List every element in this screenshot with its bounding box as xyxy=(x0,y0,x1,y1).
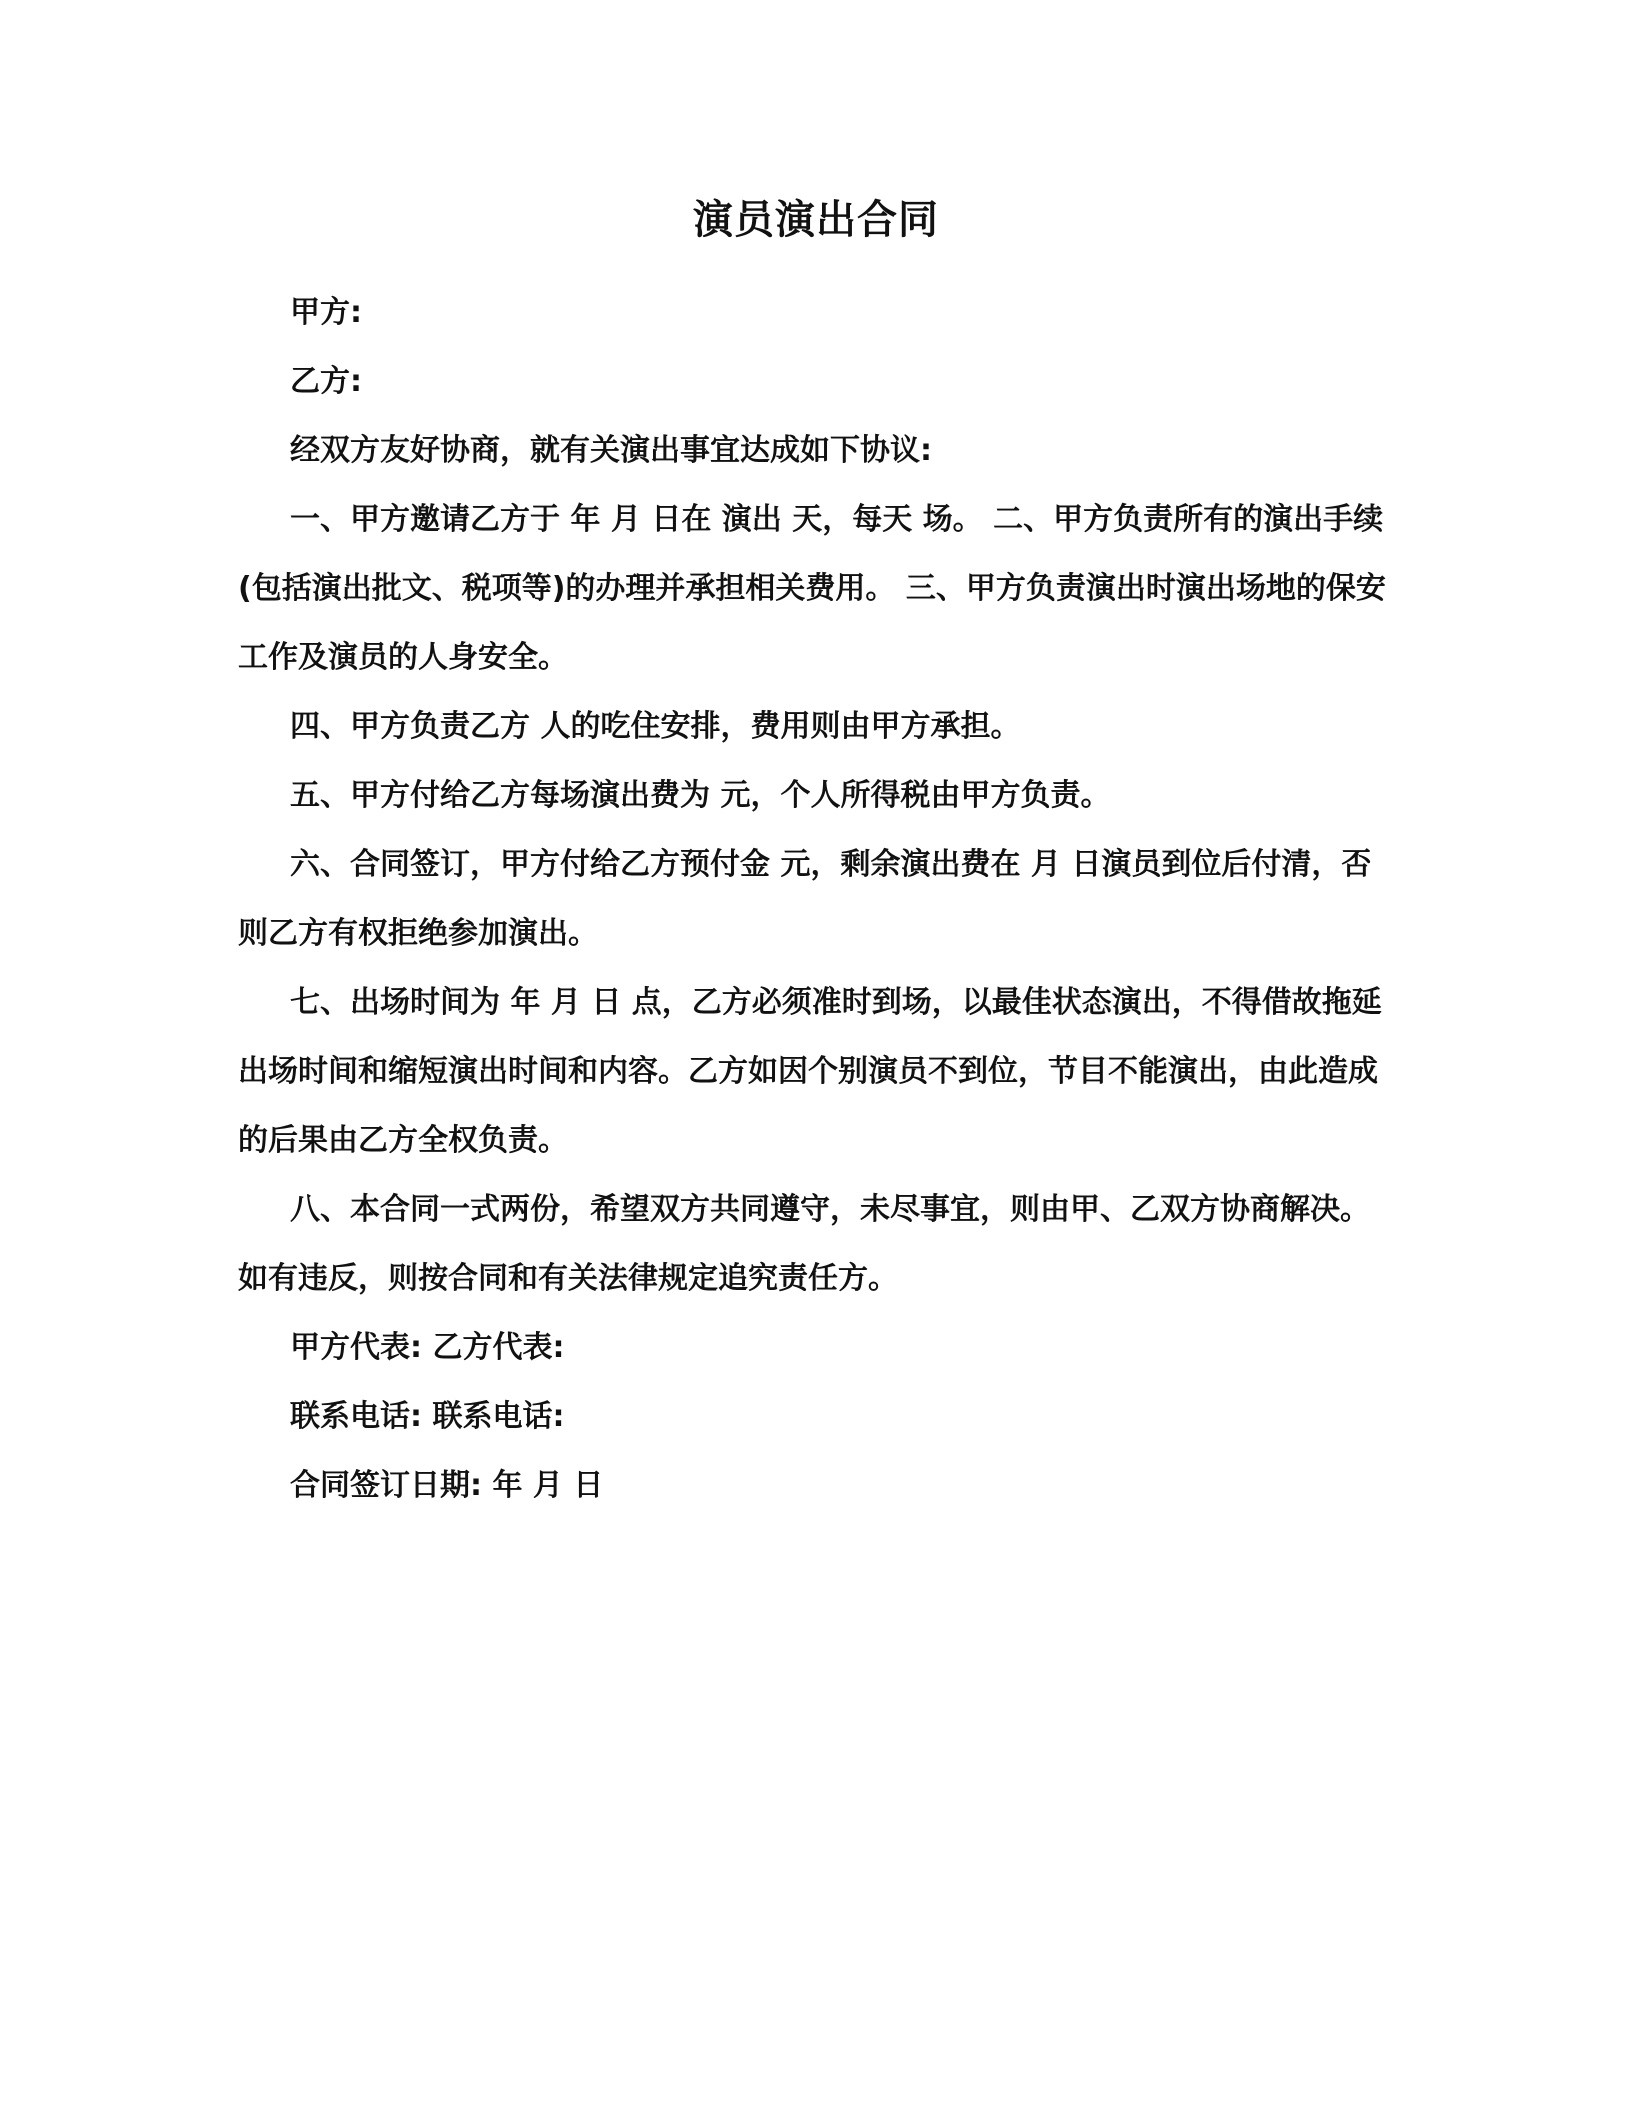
clause-5: 五、甲方付给乙方每场演出费为 元，个人所得税由甲方负责。 xyxy=(290,778,1111,813)
phone-line: 联系电话: 联系电话: xyxy=(290,1399,565,1434)
document-title: 演员演出合同 xyxy=(693,197,939,243)
signing-date-line: 合同签订日期: 年 月 日 xyxy=(290,1468,604,1503)
document-body xyxy=(238,278,1388,1520)
representatives-line: 甲方代表: 乙方代表: xyxy=(290,1330,565,1365)
clause-1-3: 一、甲方邀请乙方于 年 月 日在 演出 天，每天 场。 二、甲方负责所有的演出手续(包括演出批文、税项等)的办理并承担相关费用。 三、甲方负责演出时演出场地的保安工作及演员的人身安全。 xyxy=(238,502,1386,675)
party-a-line: 甲方: xyxy=(290,295,362,330)
clause-6: 六、合同签订，甲方付给乙方预付金 元，剩余演出费在 月 日演员到位后付清，否则乙方有权拒绝参加演出。 xyxy=(238,847,1372,951)
intro-paragraph: 经双方友好协商，就有关演出事宜达成如下协议: xyxy=(290,433,932,468)
clause-8: 八、本合同一式两份，希望双方共同遵守，未尽事宜，则由甲、乙双方协商解决。如有违反，则按合同和有关法律规定追究责任方。 xyxy=(238,1192,1370,1296)
clause-7: 七、出场时间为 年 月 日 点，乙方必须准时到场，以最佳状态演出，不得借故拖延出场时间和缩短演出时间和内容。乙方如因个别演员不到位，节目不能演出，由此造成的后果由乙方全权负责。 xyxy=(238,985,1382,1158)
party-b-line: 乙方: xyxy=(290,364,362,399)
clause-4: 四、甲方负责乙方 人的吃住安排，费用则由甲方承担。 xyxy=(290,709,1021,744)
